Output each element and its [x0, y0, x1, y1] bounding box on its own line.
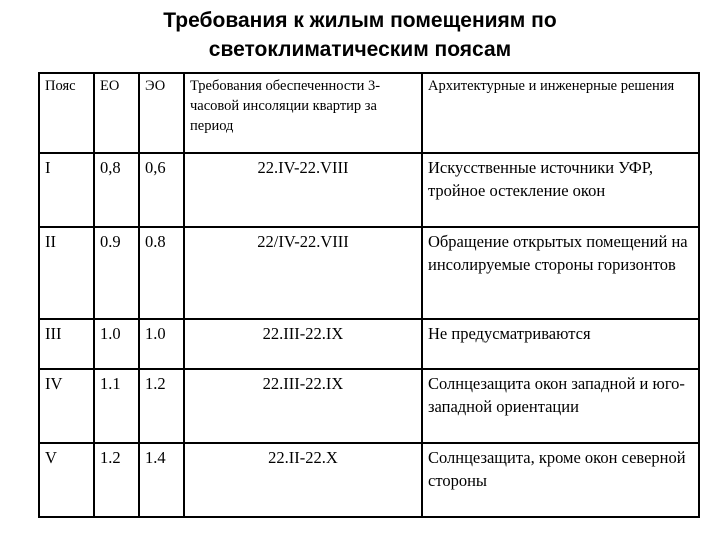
cell-zone: II — [39, 227, 94, 319]
cell-solutions: Искусственные источники УФР, тройное остекление окон — [422, 153, 699, 227]
header-zone: Пояс — [39, 73, 94, 153]
table-row — [39, 369, 699, 443]
cell-zone: V — [39, 443, 94, 517]
cell-requirement: 22.III-22.IX — [184, 319, 422, 369]
header-ao: ЭО — [139, 73, 184, 153]
cell-ao: 1.2 — [139, 369, 184, 443]
cell-eo: 1.2 — [94, 443, 139, 517]
table-row — [39, 319, 699, 369]
requirements-table — [38, 72, 700, 518]
table-row — [39, 227, 699, 319]
cell-ao: 0,6 — [139, 153, 184, 227]
cell-solutions: Обращение открытых помещений на инсолируемые стороны горизонтов — [422, 227, 699, 319]
cell-eo: 1.0 — [94, 319, 139, 369]
cell-zone: I — [39, 153, 94, 227]
cell-eo: 0,8 — [94, 153, 139, 227]
table-header-row — [39, 73, 699, 153]
cell-solutions: Солнцезащита, кроме окон северной стороны — [422, 443, 699, 517]
table-row — [39, 153, 699, 227]
cell-requirement: 22.III-22.IX — [184, 369, 422, 443]
cell-zone: IV — [39, 369, 94, 443]
page-title-line-2: светоклиматическим поясам — [208, 38, 512, 61]
cell-requirement: 22.IV-22.VIII — [184, 153, 422, 227]
cell-zone: III — [39, 319, 94, 369]
page-title-line-1: Требования к жилым помещениям по — [163, 9, 557, 32]
page-title — [0, 6, 720, 64]
cell-eo: 1.1 — [94, 369, 139, 443]
cell-ao: 1.4 — [139, 443, 184, 517]
cell-requirement: 22.II-22.X — [184, 443, 422, 517]
cell-ao: 0.8 — [139, 227, 184, 319]
header-requirement: Требования обеспеченности 3-часовой инсоляции квартир за период — [184, 73, 422, 153]
cell-solutions: Не предусматриваются — [422, 319, 699, 369]
cell-eo: 0.9 — [94, 227, 139, 319]
header-solutions: Архитектурные и инженерные решения — [422, 73, 699, 153]
cell-ao: 1.0 — [139, 319, 184, 369]
cell-requirement: 22/IV-22.VIII — [184, 227, 422, 319]
table-row — [39, 443, 699, 517]
header-eo: ЕО — [94, 73, 139, 153]
cell-solutions: Солнцезащита окон западной и юго-западной ориентации — [422, 369, 699, 443]
